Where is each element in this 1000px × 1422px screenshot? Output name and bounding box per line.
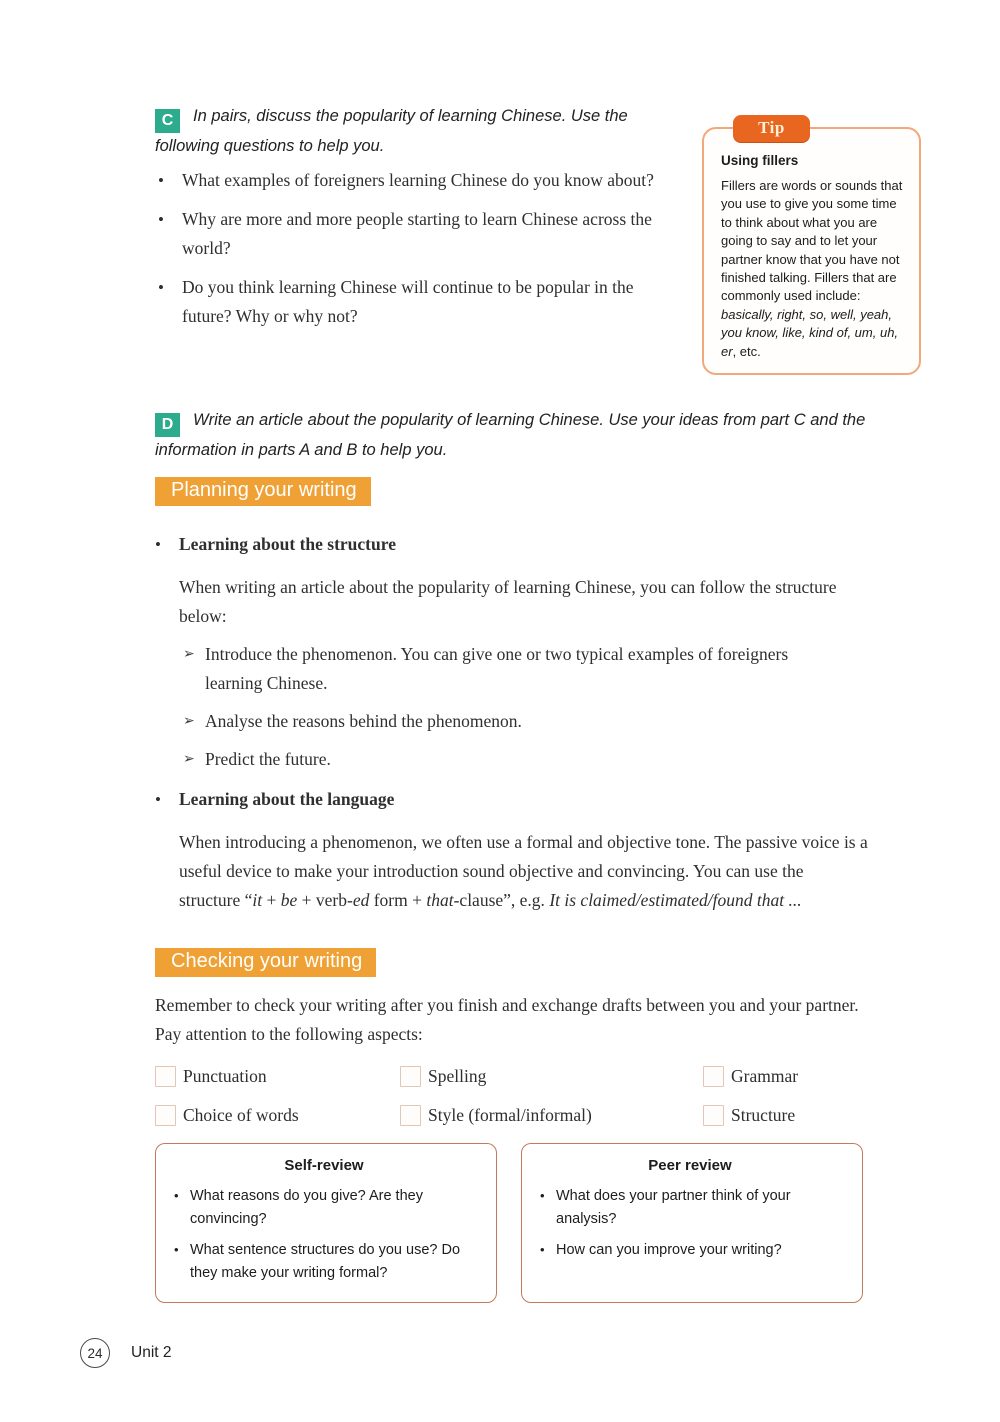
structure-intro: When writing an article about the popularity of learning Chinese, you can follow the structure below: — [179, 577, 837, 626]
step-text: Introduce the phenomenon. You can give one or two typical examples of foreigners learning Chinese. — [205, 644, 789, 693]
checkbox-structure[interactable] — [703, 1105, 724, 1126]
arrow-bullet-icon: ➢ — [183, 647, 195, 662]
checkbox-label: Style (formal/informal) — [428, 1105, 592, 1125]
section-c-badge: C — [155, 109, 180, 133]
review-item — [536, 1239, 844, 1262]
tip-box — [702, 118, 921, 375]
review-boxes-row — [155, 1143, 863, 1303]
step-text: Analyse the reasons behind the phenomenon. — [205, 711, 522, 731]
peer-review-title: Peer review — [648, 1157, 732, 1174]
tip-tab: Tip — [733, 115, 810, 142]
bullet-icon: • — [174, 1242, 179, 1257]
structure-heading: Learning about the structure — [179, 534, 396, 554]
checklist-item — [703, 1102, 890, 1128]
checkbox-style[interactable] — [400, 1105, 421, 1126]
self-review-box — [155, 1143, 497, 1303]
review-item — [536, 1185, 844, 1230]
peer-review-box — [521, 1143, 863, 1303]
planning-your-writing-header: Planning your writing — [155, 477, 371, 506]
planning-section — [155, 522, 885, 915]
question-text: What examples of foreigners learning Chinese do you know about? — [182, 170, 654, 190]
bullet-icon: • — [158, 210, 164, 229]
self-review-title: Self-review — [284, 1157, 364, 1174]
language-heading: Learning about the language — [179, 789, 395, 809]
review-item — [170, 1185, 478, 1230]
checkbox-label: Choice of words — [183, 1105, 299, 1125]
review-item-text: What reasons do you give? Are they convincing? — [190, 1188, 423, 1227]
arrow-bullet-icon: ➢ — [183, 752, 195, 767]
checkbox-label: Spelling — [428, 1066, 487, 1086]
section-c-instruction-text: In pairs, discuss the popularity of learning Chinese. Use the following questions to help you. — [155, 107, 628, 155]
structure-heading-row — [155, 530, 885, 559]
page-footer — [80, 1338, 172, 1368]
checkbox-label: Grammar — [731, 1066, 799, 1086]
tip-examples: basically, right, so, well, yeah, you know, like, kind of, um, uh, er, etc. — [721, 306, 899, 359]
checklist-item — [155, 1063, 400, 1089]
section-d-badge: D — [155, 413, 180, 437]
checklist-item — [400, 1063, 703, 1089]
tip-title: Using fillers — [721, 153, 799, 168]
structure-step — [183, 640, 833, 698]
tip-body-text: Fillers are words or sounds that you use to give you some time to think about what you are going to say and to let your partner know that you have not finished talking. Fillers that are commonly used include: — [721, 178, 903, 304]
step-text: Predict the future. — [205, 749, 331, 769]
bullet-icon: • — [158, 278, 164, 297]
bullet-icon: • — [158, 171, 164, 190]
structure-step — [183, 745, 833, 774]
checkbox-spelling[interactable] — [400, 1066, 421, 1087]
section-c-instruction — [155, 103, 690, 161]
bullet-icon: • — [155, 790, 161, 809]
review-item-text: How can you improve your writing? — [556, 1242, 782, 1258]
arrow-bullet-icon: ➢ — [183, 714, 195, 729]
bullet-icon: • — [174, 1188, 179, 1203]
review-item — [170, 1239, 478, 1284]
review-item-text: What sentence structures do you use? Do they make your writing formal? — [190, 1242, 461, 1281]
checking-your-writing-header: Checking your writing — [155, 948, 376, 977]
unit-label: Unit 2 — [131, 1344, 172, 1361]
tip-body — [721, 177, 905, 361]
bullet-icon: • — [155, 535, 161, 554]
checkbox-choice-of-words[interactable] — [155, 1105, 176, 1126]
bullet-icon: • — [540, 1242, 545, 1257]
bullet-icon: • — [540, 1188, 545, 1203]
checkbox-grammar[interactable] — [703, 1066, 724, 1087]
checkbox-punctuation[interactable] — [155, 1066, 176, 1087]
checking-intro: Remember to check your writing after you finish and exchange drafts between you and your partner. Pay attention to the following aspects: — [155, 995, 859, 1044]
question-item — [158, 205, 668, 263]
section-c-questions — [158, 166, 668, 341]
question-text: Do you think learning Chinese will continue to be popular in the future? Why or why not? — [182, 277, 634, 326]
question-item — [158, 166, 668, 195]
page-number-badge: 24 — [80, 1338, 110, 1368]
language-paragraph: When introducing a phenomenon, we often use a formal and objective tone. The passive voice is a useful device to make your introduction sound objective and convincing. You can use the structure “it + be + verb-ed form + that-clause”, e.g. It is claimed/estimated/found that ... — [179, 832, 868, 910]
structure-step — [183, 707, 833, 736]
section-d-instruction-text: Write an article about the popularity of learning Chinese. Use your ideas from part C and the information in parts A and B to help you. — [155, 411, 866, 459]
checkbox-label: Structure — [731, 1105, 796, 1125]
section-d-instruction — [155, 407, 880, 465]
checklist-item — [155, 1102, 400, 1128]
checklist-item — [703, 1063, 890, 1089]
question-item — [158, 273, 668, 331]
checkbox-label: Punctuation — [183, 1066, 267, 1086]
checklist-item — [400, 1102, 703, 1128]
review-item-text: What does your partner think of your analysis? — [556, 1188, 791, 1227]
checklist-grid — [155, 1063, 890, 1128]
checking-section — [155, 991, 890, 1128]
question-text: Why are more and more people starting to learn Chinese across the world? — [182, 209, 652, 258]
language-heading-row — [155, 785, 885, 814]
